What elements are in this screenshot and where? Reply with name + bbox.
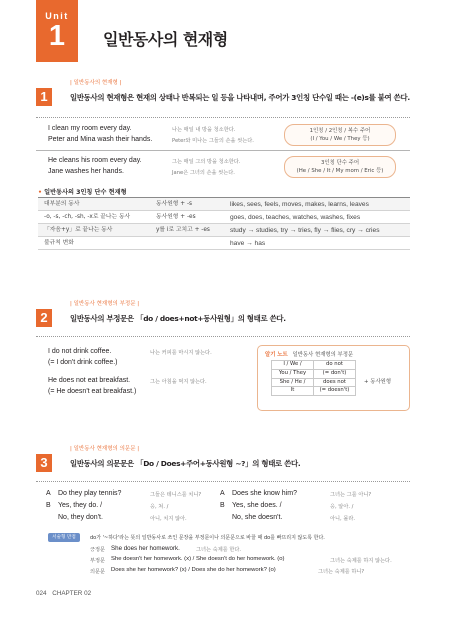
s3-right-answer2-ko: 아니, 몰라.	[330, 516, 355, 522]
note-subject: She / He /	[272, 378, 314, 387]
s1-ex1-subject-pill	[284, 124, 396, 146]
s1-ex1-en2: Peter and Mina wash their hands.	[48, 136, 153, 143]
note-aux: does not	[314, 378, 356, 387]
page-footer	[36, 590, 91, 597]
usage-label-affirmative: 긍정문	[90, 547, 106, 553]
section3-title: 일반동사의 의문문은 「Do / Does+주어+동사원형 ~?」의 형태로 쓴다.	[70, 459, 301, 468]
usage-badge: 서술형 만점	[48, 533, 80, 542]
s3-left-answer2-ko: 아니, 치지 않아.	[150, 516, 187, 522]
section3-tag: | 일반동사 현재형의 의문문 |	[70, 446, 140, 452]
section1-divider	[36, 117, 410, 118]
unit-number: 1	[48, 20, 66, 52]
table-row	[38, 211, 410, 224]
s3-left-question-ko: 그들은 테니스를 치니?	[150, 492, 202, 498]
section2-number: 2	[36, 309, 52, 327]
s2-ex2-en1: He does not eat breakfast.	[48, 377, 131, 384]
table-cell-ending: -o, -s, -ch, -sh, -x로 끝나는 동사	[44, 214, 131, 220]
usage-interrogative-ko: 그녀는 숙제를 하니?	[318, 569, 365, 575]
usage-interrogative: Does she her homework? (x) / Does she do her homework? (o)	[111, 567, 276, 573]
chapter-label: CHAPTER 02	[52, 590, 92, 597]
s1-ex2-pill-line2: (He / She / It / My mom / Eric 등)	[296, 168, 384, 174]
unit-word: Unit	[45, 11, 69, 21]
note-header	[265, 350, 353, 358]
table-row	[38, 198, 410, 211]
table-cell-examples: study → studies, try → tries, fly → flies, cry → cries	[230, 227, 380, 234]
s1-ex2-en2: Jane washes her hands.	[48, 168, 124, 175]
note-label: 알기 노트	[265, 352, 288, 358]
s1-table-title: • 일반동사의 3인칭 단수 현재형	[38, 187, 127, 196]
s2-ex1-en1: I do not drink coffee.	[48, 348, 112, 355]
s1-ex1-pill-line2: (I / You / We / They 등)	[310, 136, 370, 142]
s1-ex1-ko1: 나는 매일 내 방을 청소한다.	[172, 127, 236, 133]
s2-ex1-en2: (= I don't drink coffee.)	[48, 359, 118, 366]
section1-number: 1	[36, 88, 52, 106]
s2-ex2-ko: 그는 아침을 먹지 않는다.	[150, 379, 207, 385]
note-subject: You / They	[272, 369, 314, 378]
s3-left-question: Do they play tennis?	[58, 490, 122, 497]
page-number: 024	[36, 590, 47, 597]
unit-tab	[36, 0, 78, 62]
section1-title: 일반동사의 현재형은 현재의 상태나 반복되는 일 등을 나타내며, 주어가 3인칭 단수일 때는 -(e)s를 붙여 쓴다.	[70, 93, 410, 102]
table-row	[38, 237, 410, 250]
note-aux: (= don't)	[314, 369, 356, 378]
s1-ex1-en1: I clean my room every day.	[48, 125, 132, 132]
s1-ex-divider	[36, 150, 410, 151]
section3-number: 3	[36, 454, 52, 472]
s1-table	[38, 198, 410, 250]
table-cell-examples: goes, does, teaches, watches, washes, fixes	[230, 214, 361, 221]
qa-letter-a: A	[220, 490, 225, 497]
usage-label-negative: 부정문	[90, 558, 106, 564]
qa-letter-b: B	[220, 502, 225, 509]
qa-letter-b: B	[46, 502, 51, 509]
table-row	[38, 224, 410, 237]
usage-negative: She doesn't her homework. (x) / She doesn't do her homework. (o)	[111, 556, 285, 562]
section1-tag: | 일반동사의 현재형 |	[70, 80, 122, 86]
note-title: 일반동사 현재형의 부정문	[292, 352, 354, 358]
s1-ex2-en1: He cleans his room every day.	[48, 157, 142, 164]
note-aux: (= doesn't)	[314, 387, 356, 396]
note-verb-base: + 동사원형	[364, 379, 392, 385]
page-title: 일반동사의 현재형	[103, 30, 228, 49]
s3-right-question-ko: 그녀는 그를 아니?	[330, 492, 372, 498]
note-aux: do not	[314, 361, 356, 370]
s1-ex2-ko1: 그는 매일 그의 방을 청소한다.	[172, 159, 241, 165]
grammar-note-box	[257, 345, 410, 411]
table-cell-examples: likes, sees, feels, moves, makes, learns, leaves	[230, 201, 369, 208]
usage-label-interrogative: 의문문	[90, 569, 106, 575]
note-table	[271, 360, 356, 396]
usage-affirmative: She does her homework.	[111, 545, 180, 552]
s1-ex1-ko2: Peter와 미나는 그들의 손을 씻는다.	[172, 138, 254, 144]
usage-intro: do가 '~하다'라는 뜻의 일반동사로 쓰인 문장을 부정문이나 의문문으로 바꿀 때 do를 빠뜨리지 않도록 한다.	[90, 535, 325, 541]
table-cell-ending: 「자음+y」로 끝나는 동사	[44, 227, 113, 233]
s1-ex2-subject-pill	[284, 156, 396, 178]
s3-right-answer1: Yes, she does. /	[232, 502, 282, 509]
table-cell-rule: y를 i로 고치고 + -es	[156, 227, 210, 233]
s3-left-answer1: Yes, they do. /	[58, 502, 103, 509]
s1-ex1-pill-line1: 1인칭 / 2인칭 / 복수 주어	[309, 127, 371, 134]
table-cell-ending: 대부분의 동사	[44, 201, 80, 207]
s1-ex2-ko2: Jane은 그녀의 손을 씻는다.	[172, 170, 235, 176]
table-cell-rule: 동사원형 + -es	[156, 214, 196, 220]
s3-right-answer1-ko: 응, 알아. /	[330, 504, 354, 510]
usage-negative-ko: 그녀는 숙제를 하지 않는다.	[330, 558, 392, 564]
section3-divider	[36, 481, 410, 482]
s2-ex1-ko: 나는 커피를 마시지 않는다.	[150, 350, 212, 356]
table-cell-rule: 동사원형 + -s	[156, 201, 193, 207]
s3-right-question: Does she know him?	[232, 490, 297, 497]
s3-left-answer2: No, they don't.	[58, 514, 103, 521]
table-cell-examples: have → has	[230, 240, 266, 247]
section2-tag: | 일반동사 현재형의 부정문 |	[70, 301, 140, 307]
table-cell-ending: 불규칙 변화	[44, 240, 74, 246]
qa-letter-a: A	[46, 490, 51, 497]
s3-right-answer2: No, she doesn't.	[232, 514, 283, 521]
note-subject: I / We /	[272, 361, 314, 370]
section2-title: 일반동사의 부정문은 「do / does+not+동사원형」의 형태로 쓴다.	[70, 314, 286, 323]
s3-left-answer1-ko: 응, 쳐. /	[150, 504, 169, 510]
note-subject: It	[272, 387, 314, 396]
s1-ex2-pill-line1: 3인칭 단수 주어	[320, 159, 360, 166]
s2-ex2-en2: (= He doesn't eat breakfast.)	[48, 388, 137, 395]
usage-affirmative-ko: 그녀는 숙제를 한다.	[196, 547, 242, 553]
section2-divider	[36, 336, 410, 337]
